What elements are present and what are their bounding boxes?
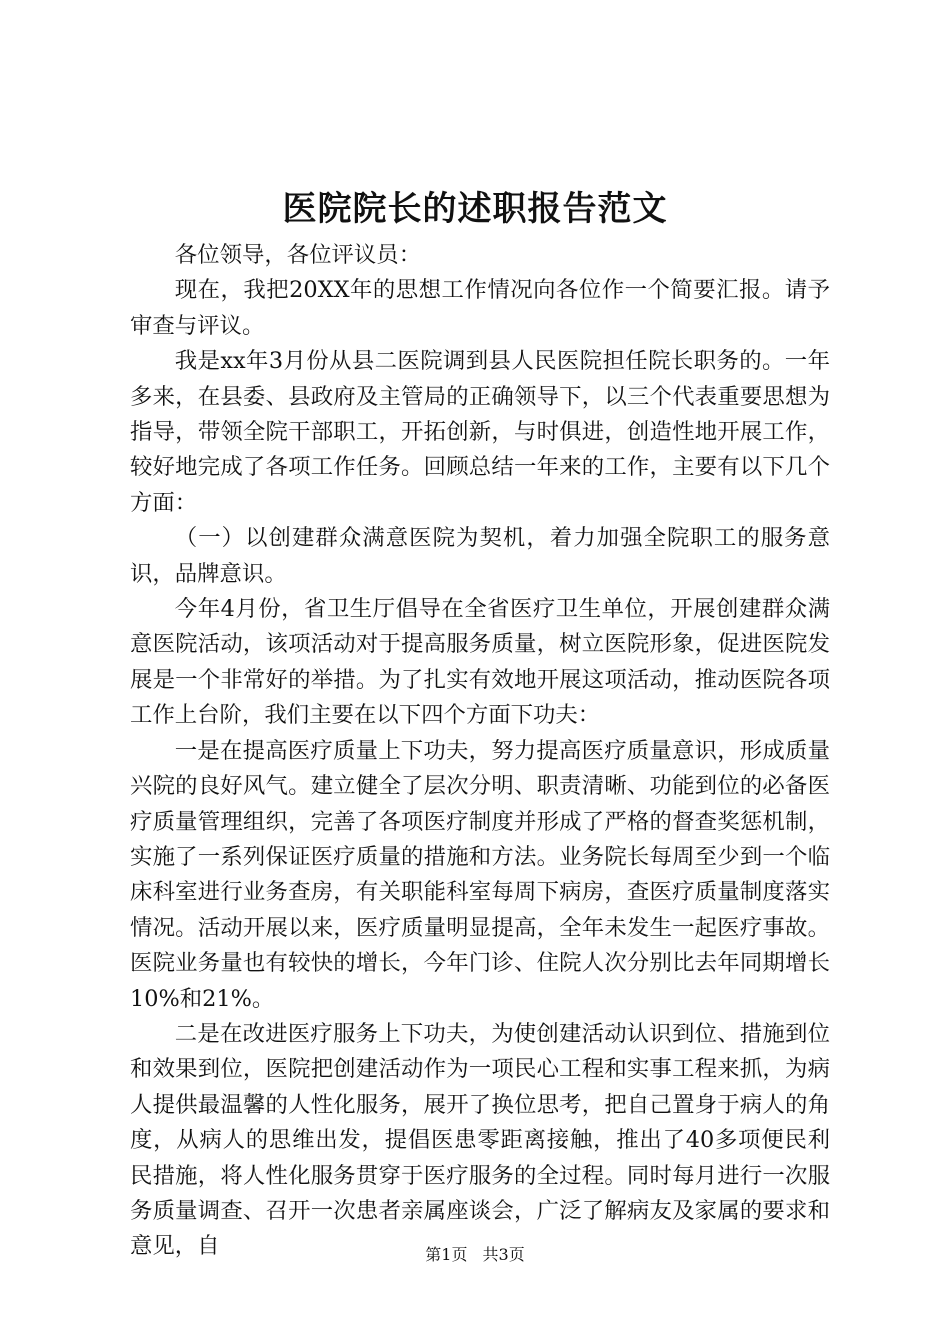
page-total: 共3页 xyxy=(482,1245,525,1264)
document-body xyxy=(130,238,830,1265)
section-heading-paragraph: （一）以创建群众满意医院为契机，着力加强全院职工的服务意识，品牌意识。 xyxy=(130,525,830,587)
page-number: 第1页 xyxy=(425,1245,468,1264)
salutation-paragraph: 各位领导，各位评议员： xyxy=(174,242,422,268)
page-footer xyxy=(0,1244,950,1266)
quality-paragraph: 一是在提高医疗质量上下功夫，努力提高医疗质量意识，形成质量兴院的良好风气。建立健全了层次分明、职责清晰、功能到位的必备医疗质量管理组织，完善了各项医疗制度并形成了严格的督查奖惩机制，实施了一系列保证医疗质量的措施和方法。业务院长每周至少到一个临床科室进行业务查房，有关职能科室每周下病房，查医疗质量制度落实情况。活动开展以来，医疗质量明显提高，全年未发生一起医疗事故。医院业务量也有较快的增长，今年门诊、住院人次分别比去年同期增长10%和21%。 xyxy=(130,737,830,1012)
background-paragraph: 我是xx年3月份从县二医院调到县人民医院担任院长职务的。一年多来，在县委、县政府及主管局的正确领导下，以三个代表重要思想为指导，带领全院干部职工，开拓创新，与时俱进，创造性地开展工作，较好地完成了各项工作任务。回顾总结一年来的工作，主要有以下几个方面： xyxy=(130,348,830,516)
activity-paragraph: 今年4月份，省卫生厅倡导在全省医疗卫生单位，开展创建群众满意医院活动，该项活动对于提高服务质量，树立医院形象，促进医院发展是一个非常好的举措。为了扎实有效地开展这项活动，推动医院各项工作上台阶，我们主要在以下四个方面下功夫： xyxy=(130,596,830,729)
service-paragraph: 二是在改进医疗服务上下功夫，为使创建活动认识到位、措施到位和效果到位，医院把创建活动作为一项民心工程和实事工程来抓，为病人提供最温馨的人性化服务，展开了换位思考，把自己置身于病人的角度，从病人的思维出发，提倡医患零距离接触，推出了40多项便民利民措施，将人性化服务贯穿于医疗服务的全过程。同时每月进行一次服务质量调查、召开一次患者亲属座谈会，广泛了解病友及家属的要求和意见，自 xyxy=(130,1020,830,1260)
intro-paragraph: 现在，我把20XX年的思想工作情况向各位作一个简要汇报。请予审查与评议。 xyxy=(130,277,830,339)
document-title: 医院院长的述职报告范文 xyxy=(282,189,668,229)
